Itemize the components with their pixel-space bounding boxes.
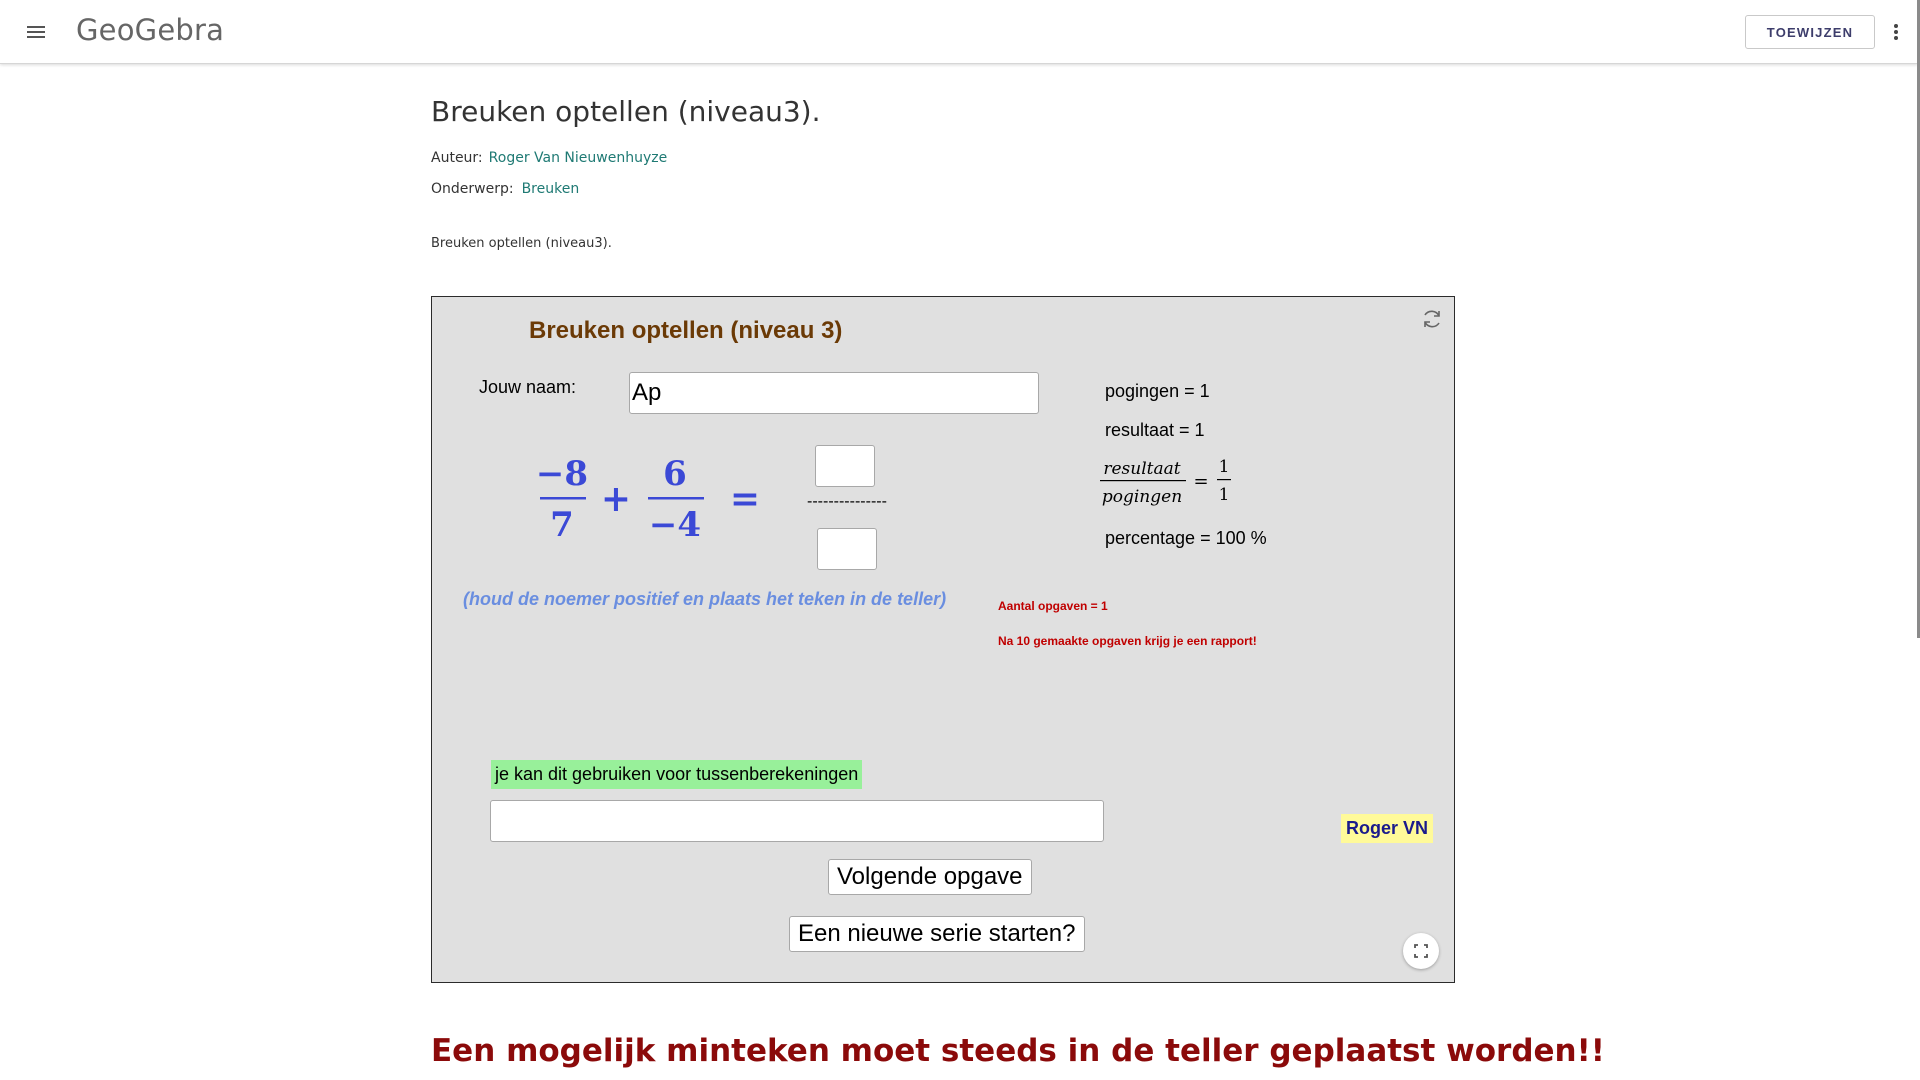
fraction-equation (532, 447, 772, 557)
topic-row (431, 181, 579, 197)
hamburger-icon[interactable] (24, 20, 48, 44)
answer-numerator-input[interactable] (815, 445, 875, 487)
author-signature: Roger VN (1341, 814, 1433, 843)
plus-operator: + (600, 478, 632, 520)
ratio-equals: = (1193, 471, 1209, 492)
next-exercise-button[interactable]: Volgende opgave (828, 859, 1032, 895)
name-label: Jouw naam: (479, 377, 577, 397)
ratio-bar (1100, 480, 1186, 481)
answer-denominator-input[interactable] (817, 528, 877, 570)
scratch-label: je kan dit gebruiken voor tussenberekeningen (491, 760, 862, 789)
description: Breuken optellen (niveau3). (431, 236, 612, 251)
fullscreen-button[interactable] (1403, 933, 1439, 969)
scratch-input[interactable] (490, 800, 1104, 842)
name-input[interactable] (629, 372, 1039, 414)
top-bar (0, 0, 1918, 64)
author-label: Auteur: (431, 150, 483, 166)
ratio-formula (1100, 452, 1240, 508)
new-series-button[interactable]: Een nieuwe serie starten? (789, 916, 1085, 952)
percentage-display: percentage = 100 % (1105, 528, 1267, 548)
fraction-divider-line: --------------- (807, 493, 887, 510)
equals-sign: = (729, 478, 761, 520)
attempts-counter: pogingen = 1 (1105, 381, 1210, 401)
fraction1-numerator: −8 (535, 454, 589, 494)
more-vertical-icon[interactable] (1890, 20, 1902, 44)
ratio-numerator-label: resultaat (1103, 459, 1181, 479)
fullscreen-icon (1403, 933, 1439, 969)
author-row (431, 150, 667, 166)
author-link[interactable]: Roger Van Nieuwenhuyze (488, 150, 668, 166)
fraction2-numerator: 6 (663, 454, 687, 494)
ratio-denominator-label: pogingen (1101, 487, 1183, 507)
ratio-denominator-value: 1 (1218, 485, 1230, 505)
page-title: Breuken optellen (niveau3). (431, 95, 821, 128)
fraction2-bar (648, 497, 704, 500)
report-note: Na 10 gemaakte opgaven krijg je een rapport! (998, 634, 1257, 648)
fraction1-denominator: 7 (550, 505, 574, 545)
result-counter: resultaat = 1 (1105, 420, 1205, 440)
ratio-numerator-value: 1 (1218, 457, 1230, 477)
topic-label: Onderwerp: (431, 181, 514, 197)
exercise-count: Aantal opgaven = 1 (998, 599, 1108, 613)
footer-heading: Een mogelijk minteken moet steeds in de teller geplaatst worden!! (431, 1033, 1605, 1069)
assign-button[interactable]: TOEWIJZEN (1745, 15, 1875, 49)
geogebra-logo[interactable]: GeoGebra (76, 13, 225, 47)
fraction1-bar (540, 497, 586, 500)
refresh-icon[interactable] (1420, 307, 1444, 331)
applet-title: Breuken optellen (niveau 3) (529, 317, 843, 344)
geogebra-applet[interactable] (431, 296, 1455, 983)
fraction2-denominator: −4 (648, 505, 702, 545)
hint-text: (houd de noemer positief en plaats het teken in de teller) (463, 589, 947, 609)
topic-link[interactable]: Breuken (521, 181, 580, 197)
ratio-value-bar (1217, 479, 1231, 480)
